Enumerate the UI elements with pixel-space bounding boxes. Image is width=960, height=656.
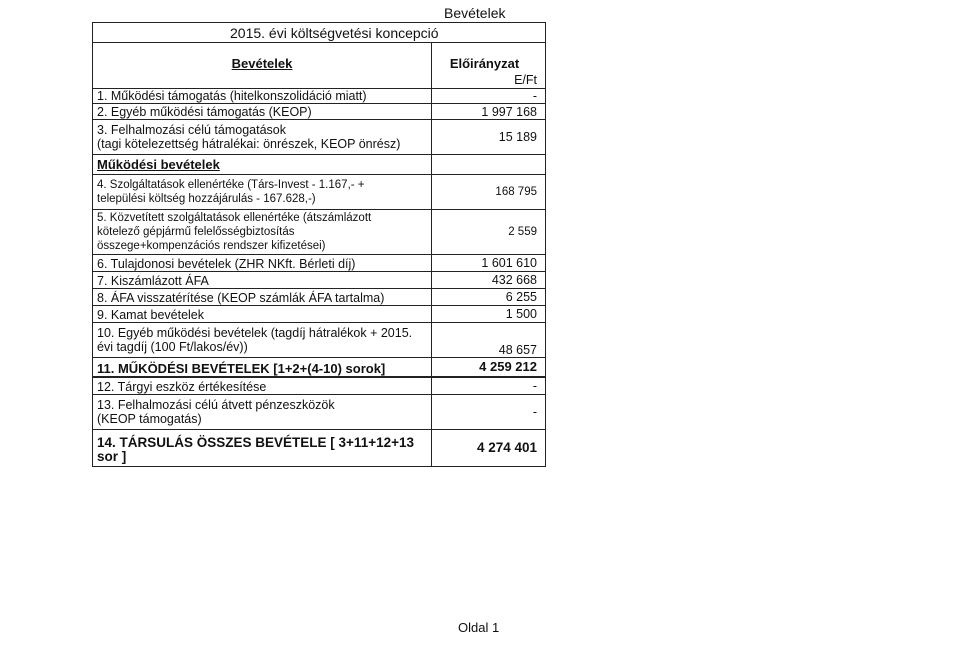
table-row (93, 119, 545, 154)
row-value: 2 559 (508, 226, 537, 238)
row-value: - (532, 89, 537, 103)
row-value: 1 601 610 (481, 256, 537, 270)
table-row (93, 376, 545, 394)
row-label: 14. TÁRSULÁS ÖSSZES BEVÉTELE [ 3+11+12+13 sor ] (97, 435, 415, 464)
row-value: 1 500 (505, 307, 537, 321)
row-label-line: 4. Szolgáltatások ellenértéke (Társ-Invest - 1.167,- + (97, 179, 365, 191)
row-label: 12. Tárgyi eszköz értékesítése (97, 380, 267, 394)
row-label-line: 5. Közvetített szolgáltatások ellenértéke (átszámlázott (97, 212, 372, 224)
table-row-subtotal (93, 357, 545, 376)
table-row-total (93, 429, 545, 466)
row-value: 432 668 (491, 273, 537, 287)
row-label-line: 13. Felhalmozási célú átvett pénzeszközök (97, 398, 335, 412)
row-label: 9. Kamat bevételek (97, 308, 205, 322)
page-header: Bevételek (444, 5, 506, 21)
table-row (93, 394, 545, 429)
section-row (93, 154, 545, 174)
row-value: 1 997 168 (481, 104, 537, 119)
table-row (93, 103, 545, 119)
row-label-line: összege+kompenzációs rendszer kifizetései) (97, 240, 326, 252)
row-label: 6. Tulajdonosi bevételek (ZHR NKft. Bérleti díj) (97, 257, 356, 271)
row-label: 8. ÁFA visszatérítése (KEOP számlák ÁFA tartalma) (97, 291, 385, 305)
document-title: 2015. évi költségvetési koncepció (230, 25, 439, 41)
table-row (93, 288, 545, 305)
row-value: 15 189 (498, 130, 537, 144)
row-label: 11. MŰKÖDÉSI BEVÉTELEK [1+2+(4-10) sorok] (97, 361, 386, 376)
table-row (93, 209, 545, 254)
revenue-table (92, 42, 546, 467)
table-row (93, 254, 545, 271)
table-row (93, 271, 545, 288)
table-heading-row (93, 42, 545, 71)
row-value: - (532, 405, 537, 419)
row-label: 2. Egyéb működési támogatás (KEOP) (97, 105, 312, 119)
row-label: 7. Kiszámlázott ÁFA (97, 274, 209, 288)
row-label: 1. Működési támogatás (hitelkonszolidáció miatt) (97, 89, 367, 103)
row-value: 48 657 (498, 343, 537, 357)
page-footer: Oldal 1 (458, 620, 500, 635)
row-value: 4 274 401 (476, 440, 537, 455)
table-row (93, 174, 545, 209)
section-heading: Működési bevételek (97, 156, 220, 172)
row-label-line: (tagi kötelezettség hátralékai: önrészek, KEOP önrész) (97, 137, 401, 151)
column-heading-budget: Előirányzat (449, 56, 520, 71)
row-label-line: kötelező gépjármű felelősségbiztosítás (97, 226, 295, 238)
unit-label: E/Ft (514, 72, 537, 87)
row-value: 168 795 (495, 186, 537, 198)
row-value: 6 255 (505, 290, 537, 304)
table-row (93, 305, 545, 322)
row-label-line: 10. Egyéb működési bevételek (tagdíj hátralékok + 2015. (97, 326, 413, 340)
row-label-line: települési költség hozzájárulás - 167.628,-) (97, 193, 316, 205)
table-row (93, 322, 545, 357)
column-heading-revenues: Bevételek (231, 56, 293, 71)
row-value: - (532, 379, 537, 393)
row-label-line: évi tagdíj (100 Ft/lakos/év)) (97, 340, 248, 354)
row-value: 4 259 212 (479, 359, 537, 374)
table-unit-row (93, 71, 545, 88)
table-row (93, 88, 545, 103)
row-label-line: 3. Felhalmozási célú támogatások (97, 123, 286, 137)
row-label-line: (KEOP támogatás) (97, 412, 202, 426)
